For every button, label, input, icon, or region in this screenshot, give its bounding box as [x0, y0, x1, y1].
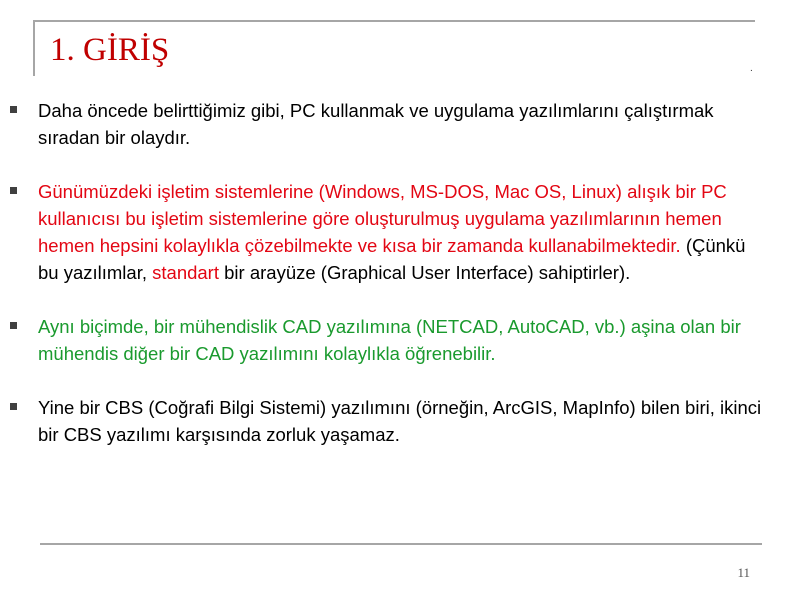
square-bullet-icon	[10, 187, 17, 194]
bullet-text: Yine bir CBS (Coğrafi Bilgi Sistemi) yazılımını (örneğin, ArcGIS, MapInfo) bilen biri, ikinci bir CBS yazılımı karşısında zorluk yaşamaz.	[38, 397, 762, 445]
bullet-item	[10, 97, 770, 151]
bullet-item	[10, 313, 770, 367]
bullet-item	[10, 394, 770, 448]
slide-title: 1. GİRİŞ	[50, 32, 170, 68]
bullet-text: (Çünkü bu yazılımlar,	[38, 235, 746, 283]
square-bullet-icon	[10, 322, 17, 329]
bullet-text-green: Aynı biçimde, bir mühendislik CAD yazılımına (NETCAD, AutoCAD, vb.) aşina olan bir mühendis diğer bir CAD yazılımını kolaylıkla öğrenebilir.	[38, 316, 741, 364]
bullet-item	[10, 178, 770, 286]
bullet-text: bir arayüze (Graphical User Interface) sahiptirler).	[219, 262, 631, 283]
square-bullet-icon	[10, 403, 17, 410]
bullet-text: Daha öncede belirttiğimiz gibi, PC kullanmak ve uygulama yazılımlarını çalıştırmak sıradan bir olaydır.	[38, 100, 714, 148]
title-mark: .	[750, 63, 753, 74]
square-bullet-icon	[10, 106, 17, 113]
slide-content	[10, 97, 770, 448]
page-number: 11	[737, 565, 750, 580]
bullet-text-red: Günümüzdeki işletim sistemlerine (Windows, MS-DOS, Mac OS, Linux) alışık bir PC kullanıcısı bu işletim sistemlerine göre oluşturulmuş uygulama yazılımlarının hemen hemen hepsini kolaylıkla çözebilmekte ve kısa bir zamanda kullanabilmektedir.	[38, 181, 727, 256]
bullet-text-red: standart	[152, 262, 219, 283]
footer-divider	[40, 543, 762, 545]
